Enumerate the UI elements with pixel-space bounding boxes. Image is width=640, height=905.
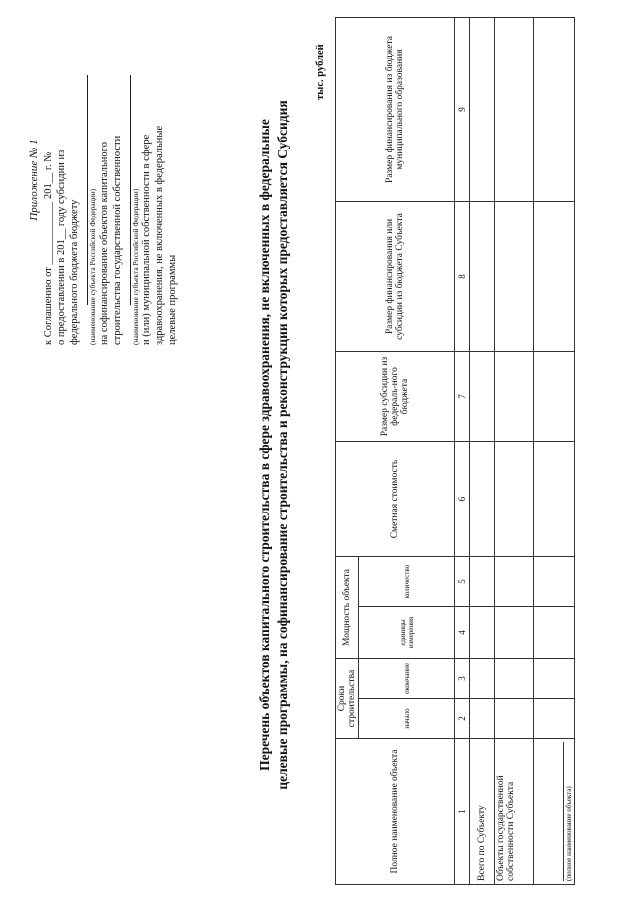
header-cost: Сметная стоимость — [336, 442, 455, 557]
subject-caption: (наименование субъекта Российской Федерации) — [88, 188, 98, 345]
table-cell — [534, 352, 575, 442]
header-name: Полное наименование объекта — [336, 739, 455, 885]
table-cell — [495, 659, 534, 699]
column-number: 6 — [455, 442, 470, 557]
table-cell — [534, 442, 575, 557]
table-row — [495, 18, 534, 885]
table-cell — [495, 18, 534, 202]
column-number: 8 — [455, 202, 470, 352]
column-number: 4 — [455, 607, 470, 659]
table-cell — [534, 699, 575, 739]
table-cell — [470, 699, 495, 739]
appendix-number: Приложение № 1 — [28, 139, 40, 221]
table-cell — [495, 557, 534, 607]
header-start: начало — [359, 699, 455, 739]
table-cell — [470, 442, 495, 557]
agreement-line: целевые программы — [167, 254, 179, 345]
header-end: окончание — [359, 659, 455, 699]
appendix-header — [28, 15, 180, 345]
agreement-line: и (или) муниципальной собственности в сфере — [141, 134, 153, 345]
object-name-cell — [534, 739, 575, 885]
table-cell — [495, 607, 534, 659]
agreement-line: здравоохранения, не включенных в федеральные — [154, 125, 166, 345]
table-cell — [495, 352, 534, 442]
column-number: 5 — [455, 557, 470, 607]
table-cell — [470, 352, 495, 442]
column-number: 9 — [455, 18, 470, 202]
table-cell — [534, 659, 575, 699]
agreement-line: федерального бюджета бюджету — [69, 199, 80, 345]
row-total-label: Всего по Субъекту — [470, 739, 495, 885]
header-municipal-financing: Размер финансирования из бюджета муниципального образования — [336, 18, 455, 202]
table-cell — [534, 607, 575, 659]
table-cell — [470, 607, 495, 659]
header-unit: единицы измерения — [359, 607, 455, 659]
object-caption: (полное наименование объекта) — [563, 742, 573, 881]
header-subsidy: Размер субсидии из федераль-ного бюджета — [336, 352, 455, 442]
table-cell — [534, 202, 575, 352]
agreement-line: на софинансирование объектов капитального — [98, 142, 110, 345]
title-line: целевые программы, на софинансирование строительства и реконструкции которых предоставляется Субсидия — [275, 100, 291, 790]
table-cell — [495, 699, 534, 739]
header-capacity: Мощность объекта — [336, 557, 359, 659]
column-number: 2 — [455, 699, 470, 739]
table-cell — [470, 202, 495, 352]
table-row — [470, 18, 495, 885]
objects-table — [335, 17, 575, 885]
row-state-objects-label: Объекты государственной собственности Субъекта — [495, 739, 534, 885]
agreement-line: строительства государственной собственности — [111, 135, 123, 345]
header-subject-financing: Размер финансирования или субсидии из бюджета Субъекта — [336, 202, 455, 352]
column-number: 1 — [455, 739, 470, 885]
header-terms: Сроки строительства — [336, 659, 359, 739]
table-cell — [470, 557, 495, 607]
agreement-line: о предоставлении в 201__ году субсидии из — [55, 149, 67, 345]
table-cell — [470, 18, 495, 202]
table-cell — [534, 18, 575, 202]
table-cell — [495, 442, 534, 557]
table-cell — [495, 202, 534, 352]
header-quantity: количество — [359, 557, 455, 607]
document-title — [256, 45, 292, 845]
agreement-line: к Соглашению от ____________ 201__ г. № — [42, 151, 54, 345]
column-number: 3 — [455, 659, 470, 699]
subject-caption: (наименование субъекта Российской Федерации) — [130, 188, 140, 345]
table-row — [534, 18, 575, 885]
table-cell — [534, 557, 575, 607]
units-label: тыс. рублей — [315, 44, 326, 100]
table-cell — [470, 659, 495, 699]
title-line: Перечень объектов капитального строительства в сфере здравоохранения, не включенных в федеральные — [257, 119, 272, 771]
column-number: 7 — [455, 352, 470, 442]
